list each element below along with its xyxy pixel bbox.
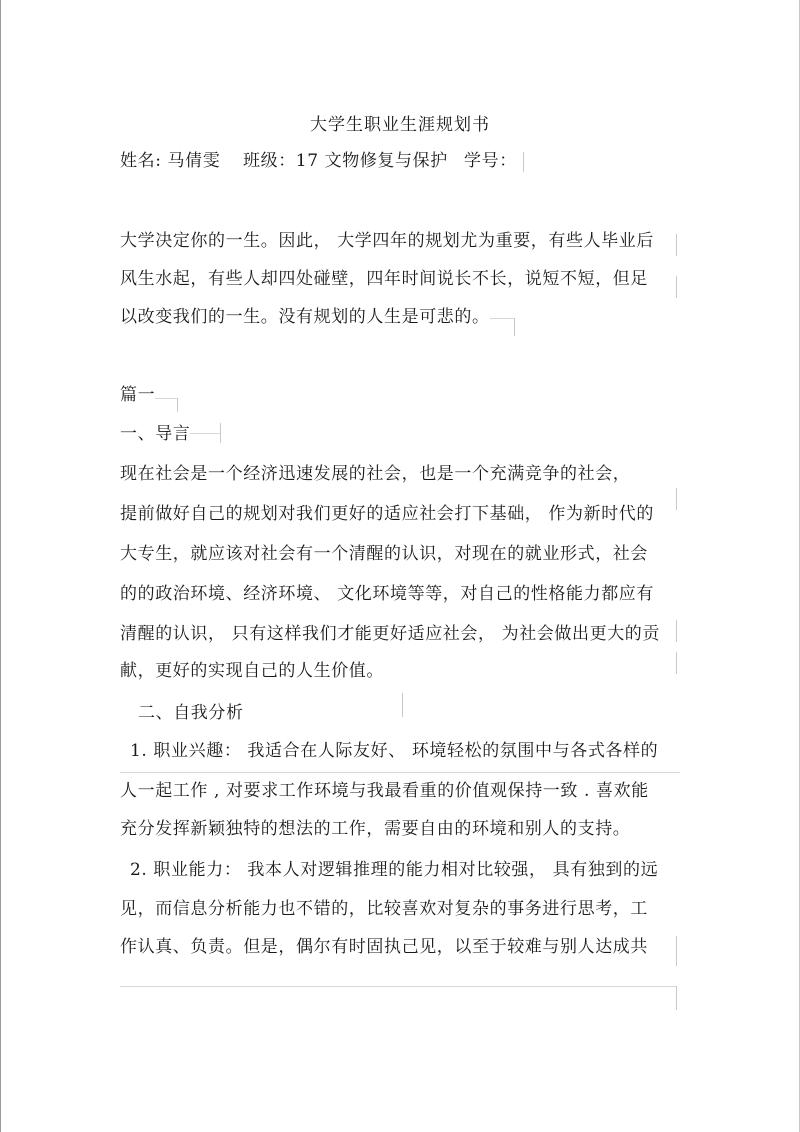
section-1-line-2: 提前做好自己的规划对我们更好的适应社会打下基础， 作为新时代的 (120, 504, 655, 524)
item-1-line-2: 人一起工作 , 对要求工作环境与我最看重的价值观保持一致 . 喜欢能 (120, 781, 649, 801)
scan-mark (676, 276, 677, 298)
scan-mark (523, 152, 524, 172)
scan-mark (676, 620, 677, 642)
scan-mark (490, 318, 514, 319)
chapter-label: 篇一 (120, 385, 156, 405)
item-2-line-3: 作认真、负责。但是，偶尔有时固执己见，以至于较难与别人达成共 (120, 937, 648, 957)
item-2-line-1: 2. 职业能力： 我本人对逻辑推理的能力相对比较强， 具有独到的远 (130, 860, 659, 880)
scan-mark (676, 234, 677, 256)
section-1-line-3: 大专生，就应该对社会有一个清醒的认识，对现在的就业形式，社会 (120, 544, 648, 564)
section-2-heading: 二、自我分析 (138, 703, 244, 723)
document-title: 大学生职业生涯规划书 (310, 115, 490, 135)
scan-mark (676, 986, 677, 1010)
intro-line-2: 风生水起，有些人却四处碰壁，四年时间说长不长，说短不短，但足 (120, 269, 648, 289)
section-1-line-5: 清醒的认识， 只有这样我们才能更好适应社会， 为社会做出更大的贡 (120, 624, 661, 644)
section-1-heading: 一、导言 (120, 424, 191, 444)
scan-mark (676, 936, 677, 966)
scan-mark (676, 652, 677, 674)
scan-mark (120, 772, 680, 773)
section-1-line-4: 的的政治环境、经济环境、 文化环境等等，对自己的性格能力都应有 (120, 584, 655, 604)
scan-mark (190, 433, 220, 434)
page-edge-left (0, 0, 1, 1132)
section-1-line-1: 现在社会是一个经济迅速发展的社会，也是一个充满竞争的社会， (120, 464, 631, 484)
item-1-line-3: 充分发挥新颖独特的想法的工作，需要自由的环境和别人的支持。 (120, 819, 631, 839)
student-name: 姓名: 马倩雯 (120, 151, 221, 171)
student-class: 班级：17 文物修复与保护 (243, 151, 448, 171)
scan-mark (177, 398, 178, 412)
scan-mark (514, 318, 515, 336)
section-1-line-6: 献，更好的实现自己的人生价值。 (120, 661, 384, 681)
scan-mark (155, 398, 177, 399)
scan-mark (120, 986, 676, 987)
student-id-label: 学号： (464, 151, 517, 171)
intro-line-1: 大学决定你的一生。因此， 大学四年的规划尤为重要，有些人毕业后 (120, 231, 655, 251)
scan-mark (220, 423, 221, 443)
item-2-line-2: 见，而信息分析能力也不错的，比较喜欢对复杂的事务进行思考，工 (120, 899, 648, 919)
intro-line-3: 以改变我们的一生。没有规划的人生是可悲的。 (120, 307, 490, 327)
scan-mark (402, 693, 403, 717)
scan-mark (676, 488, 677, 510)
item-1-line-1: 1. 职业兴趣： 我适合在人际友好、 环境轻松的氛围中与各式各样的 (130, 741, 659, 761)
